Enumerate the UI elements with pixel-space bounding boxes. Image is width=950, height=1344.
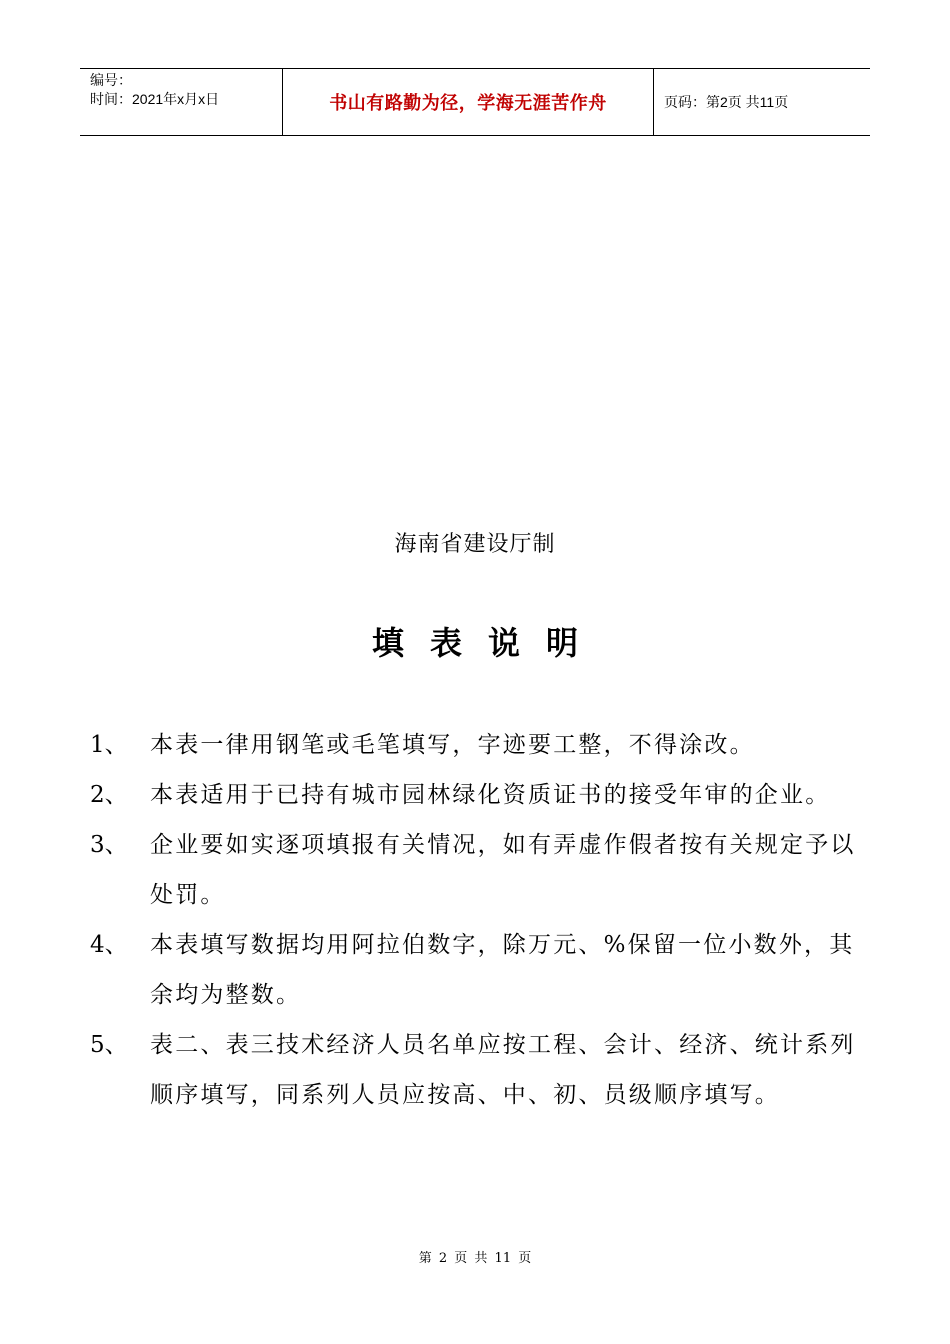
instruction-item [90,720,865,770]
page-title: 填表说明 [371,624,604,662]
page-header-table [80,68,870,136]
date-label: 时间：2021年x月x日 [90,91,220,107]
instruction-number: 5、 [90,1032,128,1058]
instruction-item [90,820,865,920]
header-meta-cell [80,69,282,135]
instruction-item [90,920,865,1020]
header-motto-cell [282,69,654,135]
instruction-text: 本表适用于已持有城市园林绿化资质证书的接受年审的企业。 [150,782,831,808]
instruction-number: 4、 [90,932,128,958]
serial-number-label: 编号： [90,72,132,88]
instruction-number: 2、 [90,782,128,808]
instruction-text: 企业要如实逐项填报有关情况，如有弄虚作假者按有关规定予以处罚。 [150,832,856,908]
instruction-text: 表二、表三技术经济人员名单应按工程、会计、经济、统计系列顺序填写，同系列人员应按高、中、初、员级顺序填写。 [150,1032,856,1108]
instruction-item [90,1020,865,1120]
instructions-list [90,720,865,1120]
motto-text: 书山有路勤为径，学海无涯苦作舟 [329,93,607,114]
header-page-cell [654,69,870,135]
instruction-number: 1、 [90,732,128,758]
instruction-text: 本表填写数据均用阿拉伯数字，除万元、%保留一位小数外，其余均为整数。 [150,932,855,1008]
instruction-number: 3、 [90,832,128,858]
page-info: 页码：第2页 共11页 [664,94,789,110]
page-footer: 第 2 页 共 11 页 [418,1251,532,1266]
instruction-item [90,770,865,820]
instruction-text: 本表一律用钢笔或毛笔填写，字迹要工整，不得涂改。 [150,732,755,758]
issuer-text: 海南省建设厅制 [394,532,556,557]
